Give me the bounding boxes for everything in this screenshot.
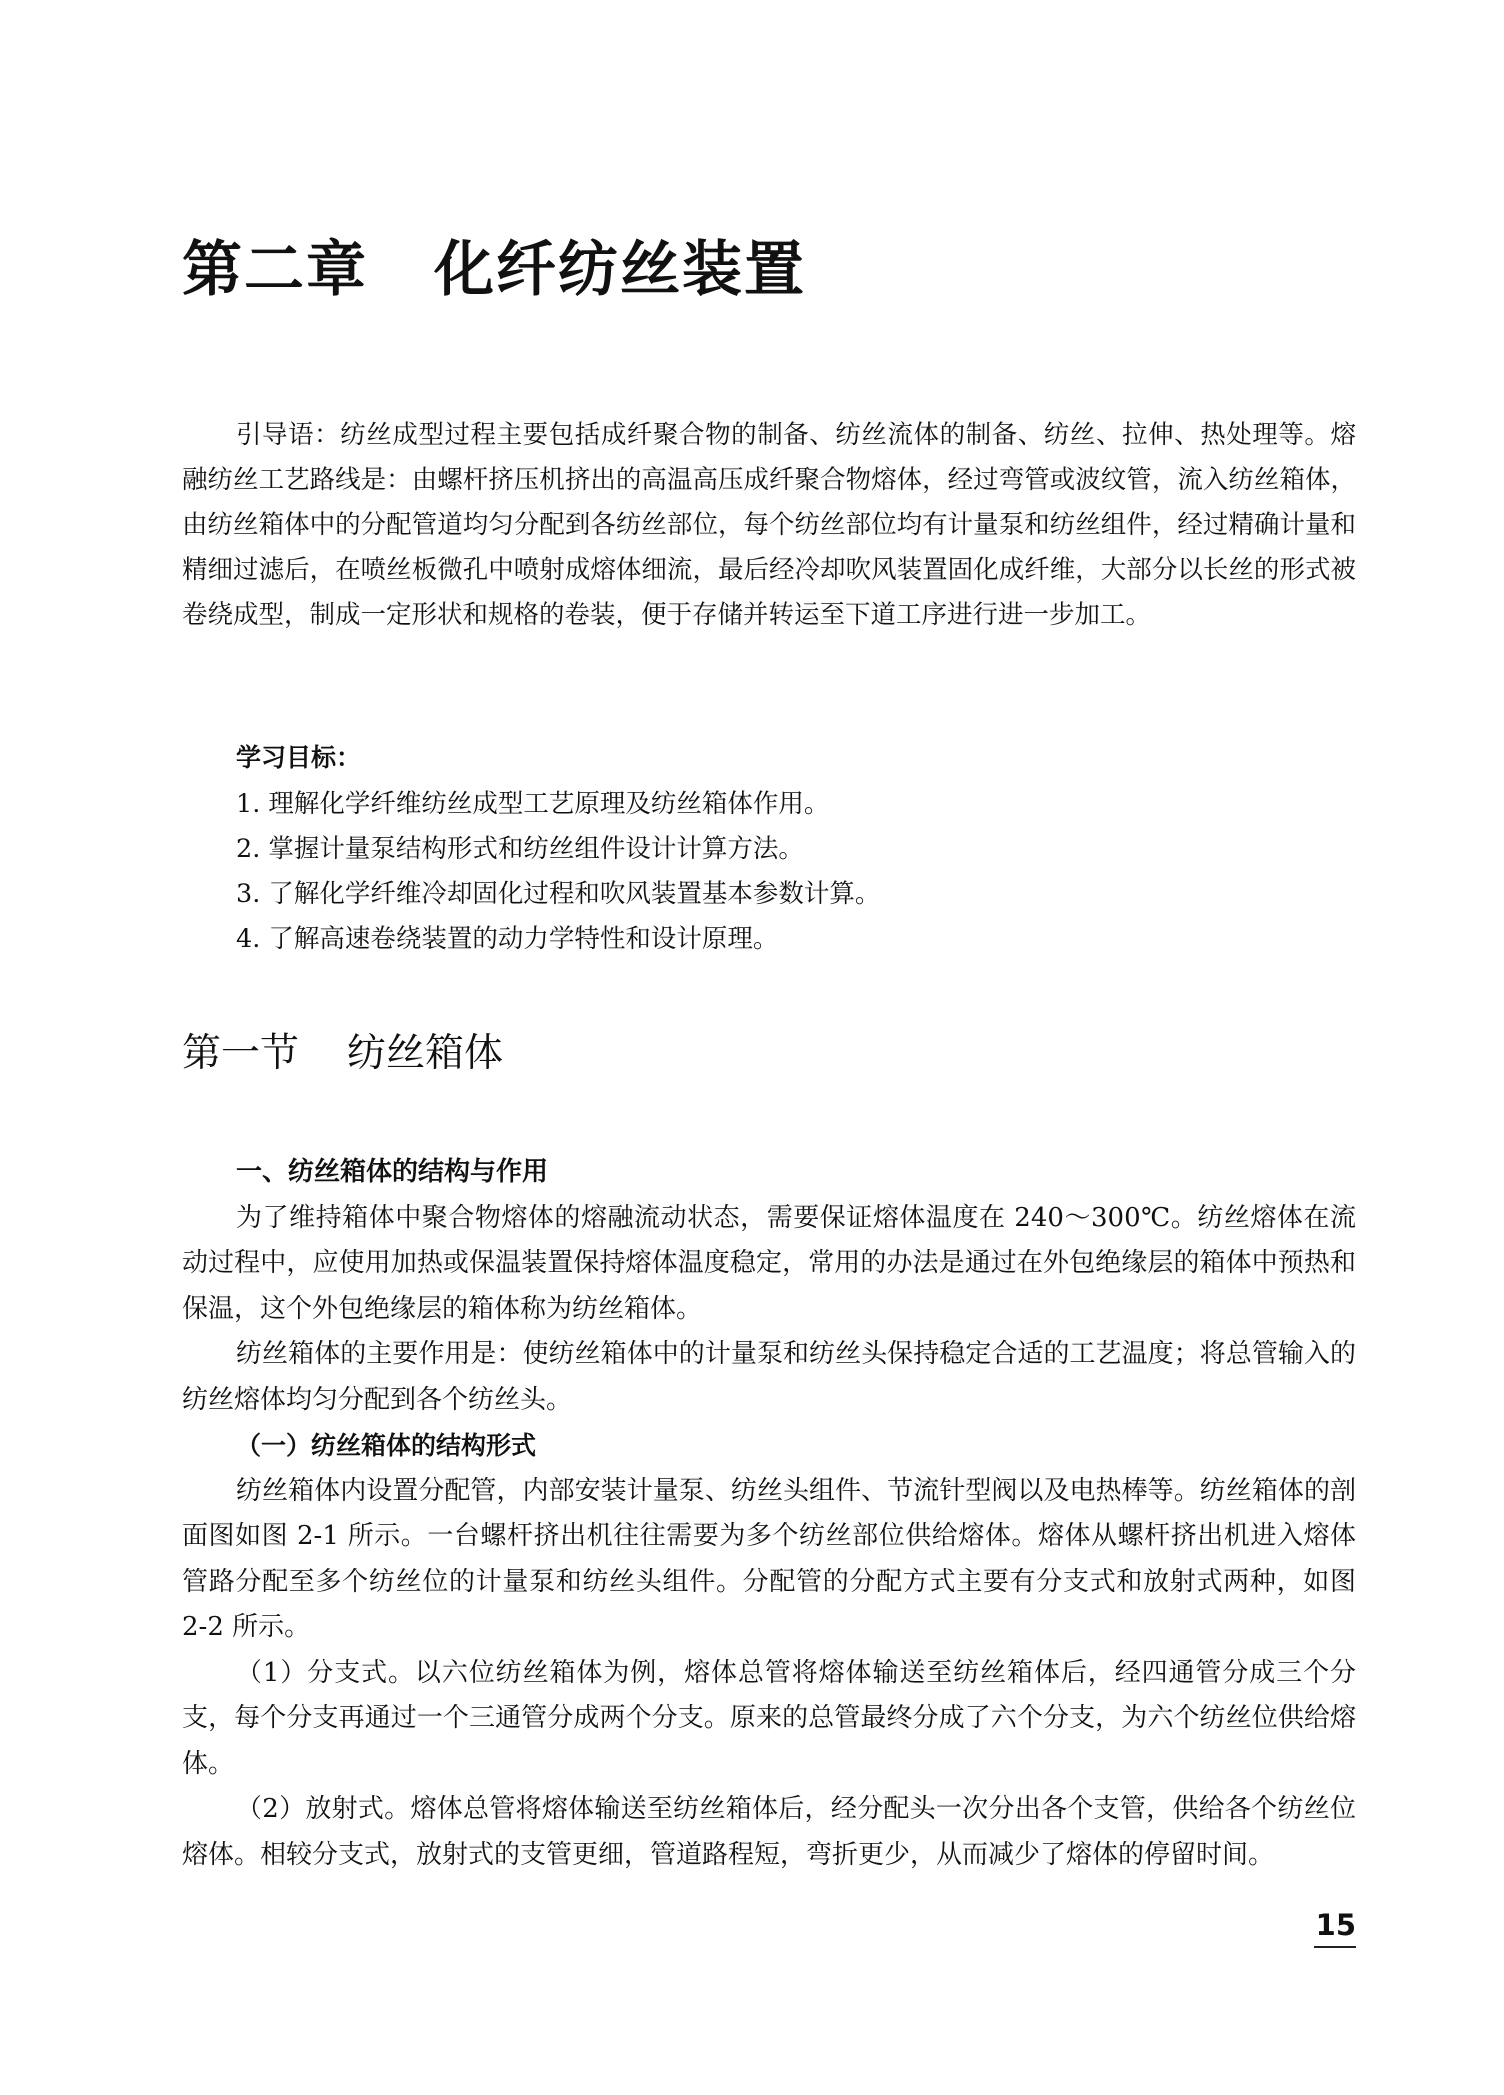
sub-sub-heading: （一）纺丝箱体的结构形式 bbox=[236, 1431, 537, 1460]
objective-item: 1. 理解化学纤维纺丝成型工艺原理及纺丝箱体作用。 bbox=[236, 789, 830, 819]
body-paragraph: 纺丝箱体的主要作用是：使纺丝箱体中的计量泵和纺丝头保持稳定合适的工艺温度；将总管输入的纺丝熔体均匀分配到各个纺丝头。 bbox=[182, 1339, 1356, 1415]
section-number: 第一节 bbox=[182, 1031, 300, 1076]
section-title bbox=[182, 1022, 503, 1078]
objectives-heading: 学习目标： bbox=[236, 743, 362, 772]
body-paragraph: （1）分支式。以六位纺丝箱体为例，熔体总管将熔体输送至纺丝箱体后，经四通管分成三个分支，每个分支再通过一个三通管分成两个分支。原来的总管最终分成了六个分支，为六个纺丝位供给熔体。 bbox=[182, 1657, 1356, 1779]
intro-label: 引导语： bbox=[236, 420, 341, 450]
chapter-number: 第二章 bbox=[182, 235, 368, 305]
sub-heading: 一、纺丝箱体的结构与作用 bbox=[236, 1157, 549, 1187]
body-paragraph: 纺丝箱体内设置分配管，内部安装计量泵、纺丝头组件、节流针型阀以及电热棒等。纺丝箱体的剖面图如图 2-1 所示。一台螺杆挤出机往往需要为多个纺丝部位供给熔体。熔体从螺杆挤出机进入熔体管路分配至多个纺丝位的计量泵和纺丝头组件。分配管的分配方式主要有分支式和放射式两种，如图 2-2 所示。 bbox=[182, 1475, 1356, 1642]
page-number: 15 bbox=[1314, 1908, 1356, 1948]
objectives-list bbox=[236, 782, 880, 962]
chapter-title-text: 化纤纺丝装置 bbox=[434, 235, 806, 305]
objective-item: 2. 掌握计量泵结构形式和纺丝组件设计计算方法。 bbox=[236, 834, 804, 864]
learning-objectives bbox=[236, 735, 880, 962]
objective-item: 3. 了解化学纤维冷却固化过程和吹风装置基本参数计算。 bbox=[236, 879, 881, 909]
section-title-text: 纺丝箱体 bbox=[347, 1031, 504, 1076]
body-paragraph: （2）放射式。熔体总管将熔体输送至纺丝箱体后，经分配头一次分出各个支管，供给各个纺丝位熔体。相较分支式，放射式的支管更细，管道路程短，弯折更少，从而减少了熔体的停留时间。 bbox=[182, 1794, 1356, 1870]
body-paragraph: 为了维持箱体中聚合物熔体的熔融流动状态，需要保证熔体温度在 240～300℃。纺丝熔体在流动过程中，应使用加热或保温装置保持熔体温度稳定，常用的办法是通过在外包绝缘层的箱体中预热和保温，这个外包绝缘层的箱体称为纺丝箱体。 bbox=[182, 1202, 1356, 1324]
section-body bbox=[182, 1150, 1356, 1878]
chapter-title bbox=[182, 222, 806, 308]
intro-paragraph bbox=[182, 413, 1356, 638]
intro-text: 纺丝成型过程主要包括成纤聚合物的制备、纺丝流体的制备、纺丝、拉伸、热处理等。熔融纺丝工艺路线是：由螺杆挤压机挤出的高温高压成纤聚合物熔体，经过弯管或波纹管，流入纺丝箱体，由纺丝箱体中的分配管道均匀分配到各纺丝部位，每个纺丝部位均有计量泵和纺丝组件，经过精确计量和精细过滤后，在喷丝板微孔中喷射成熔体细流，最后经冷却吹风装置固化成纤维，大部分以长丝的形式被卷绕成型，制成一定形状和规格的卷装，便于存储并转运至下道工序进行进一步加工。 bbox=[182, 420, 1356, 630]
objective-item: 4. 了解高速卷绕装置的动力学特性和设计原理。 bbox=[236, 924, 779, 954]
